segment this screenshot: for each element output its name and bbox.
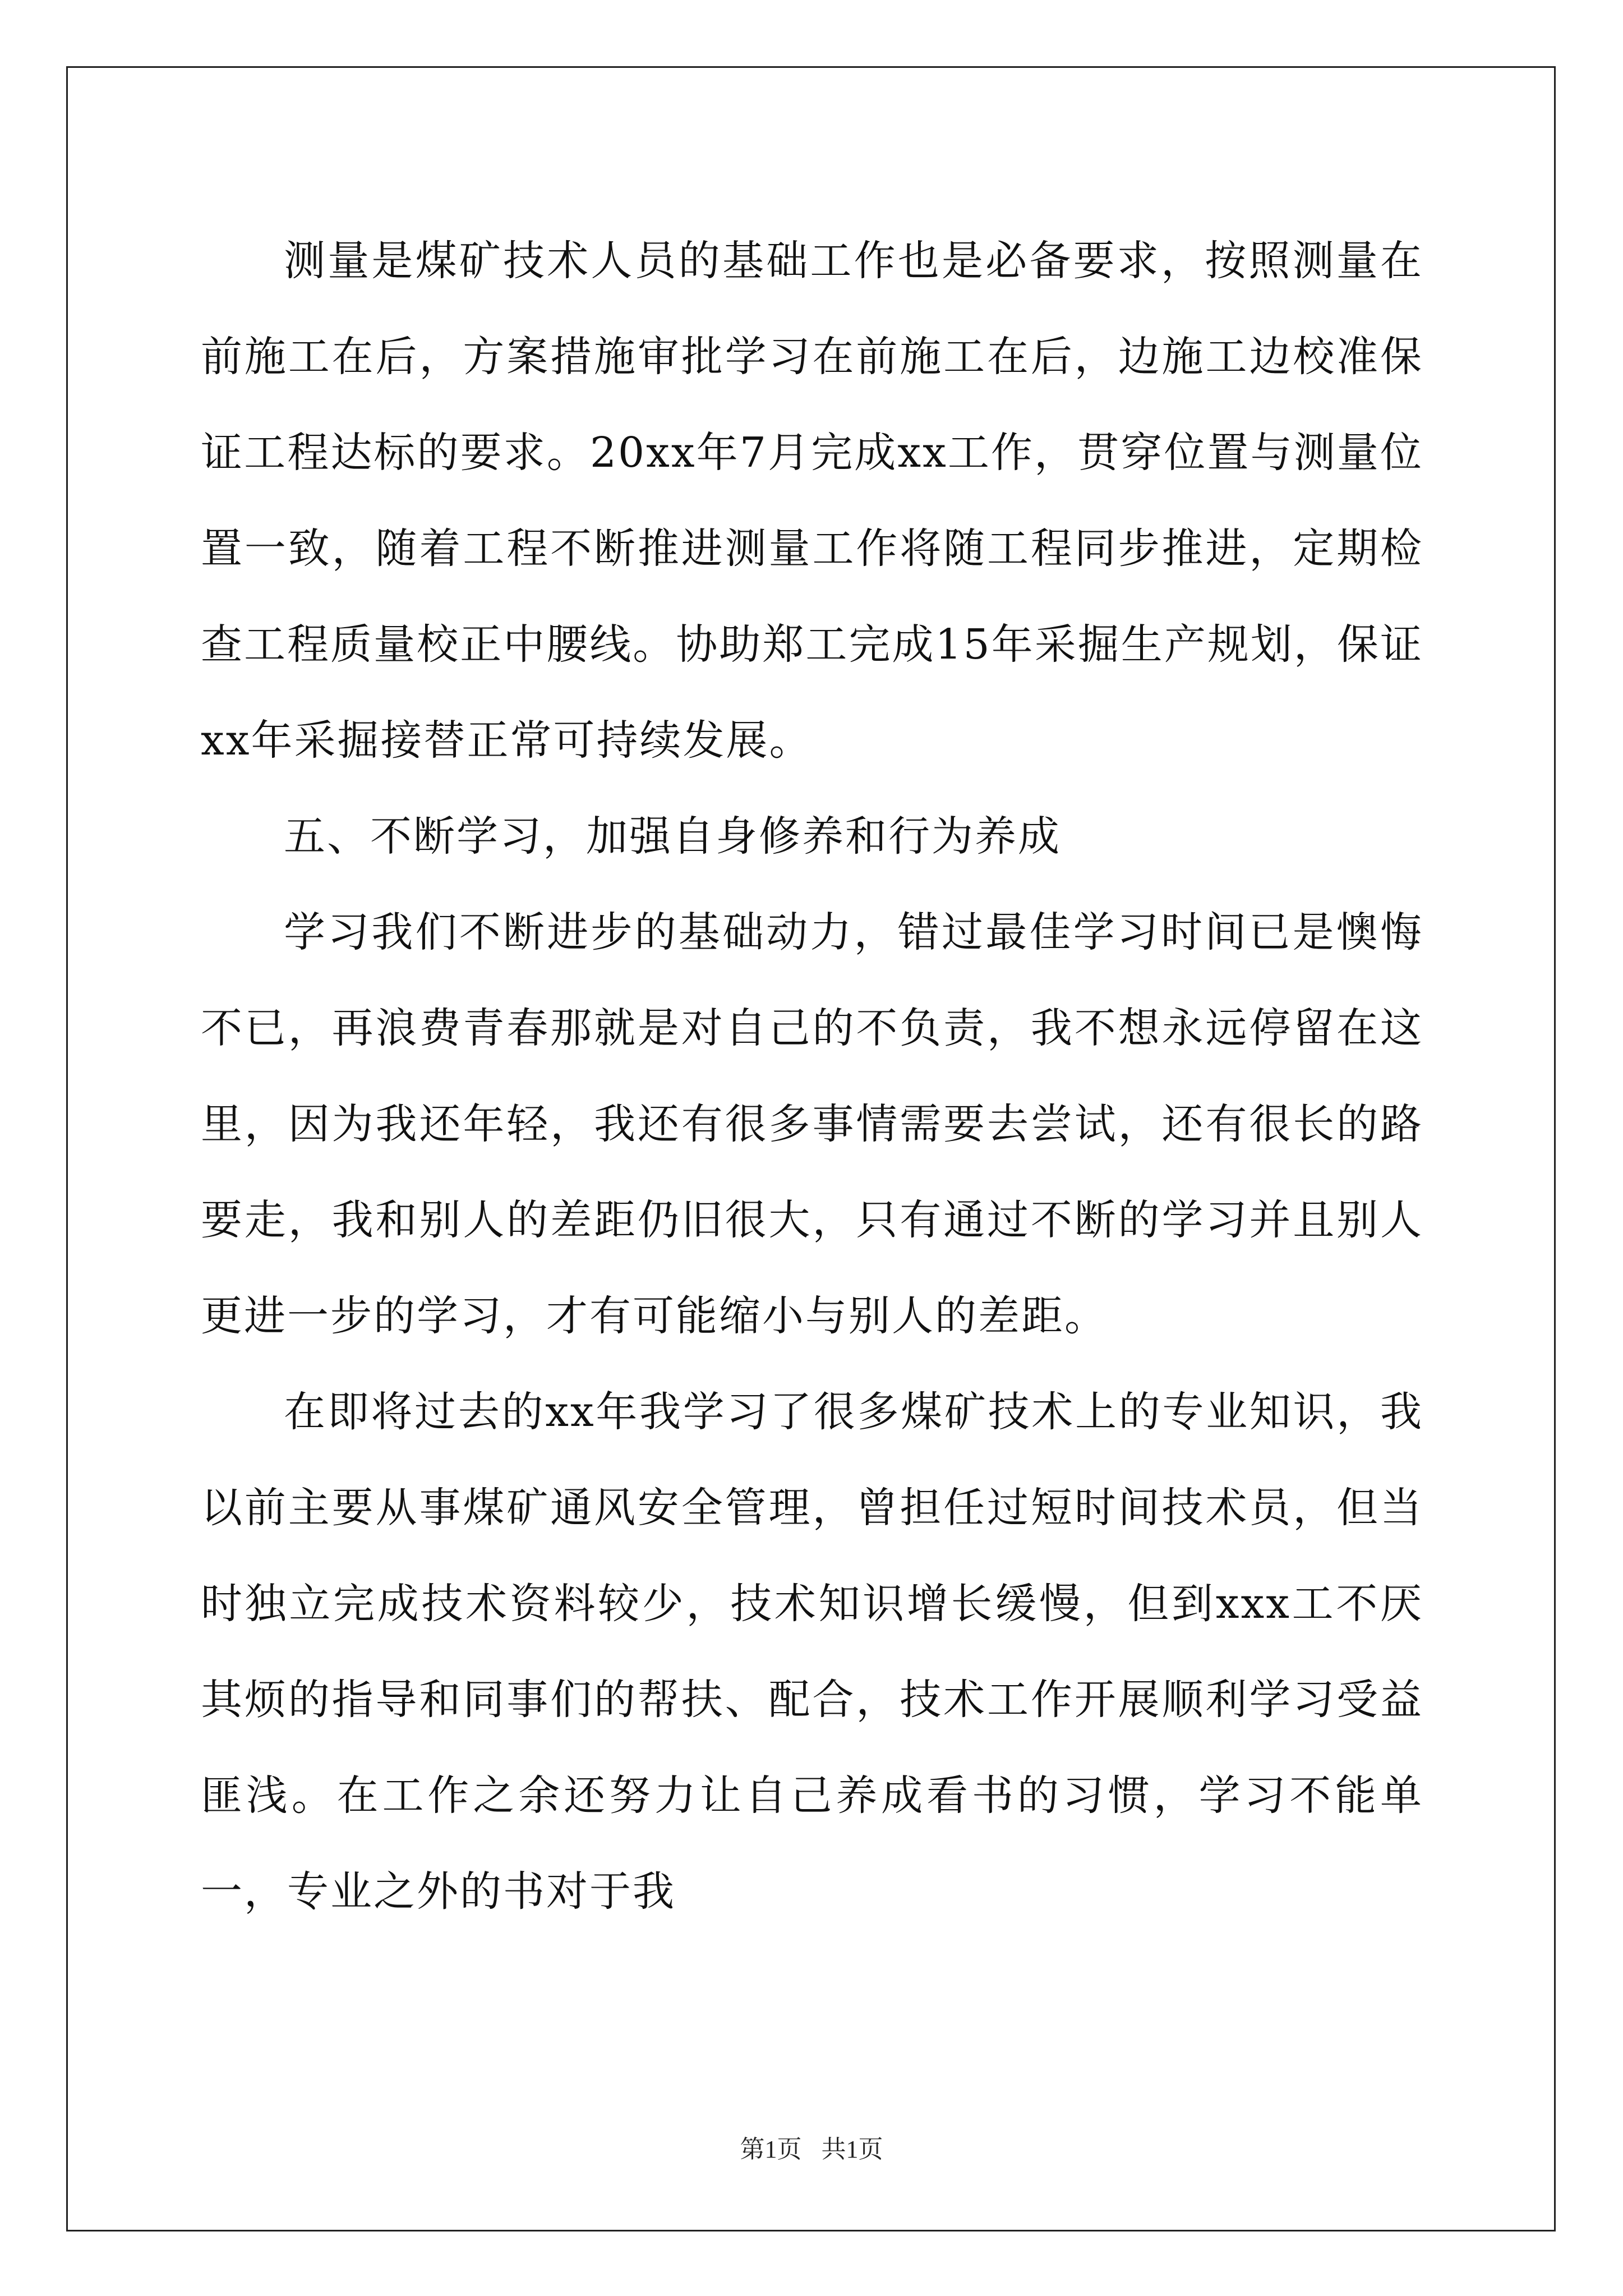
paragraph-measurement: 测量是煤矿技术人员的基础工作也是必备要求，按照测量在前施工在后，方案措施审批学习在前施工在后，边施工边校准保证工程达标的要求。20xx年7月完成xx工作，贯穿位置与测量位置一致，随着工程不断推进测量工作将随工程同步推进，定期检查工程质量校正中腰线。协助郑工完成15年采掘生产规划，保证xx年采掘接替正常可持续发展。 — [201, 237, 1423, 765]
page-total: 共1页 — [821, 2136, 883, 2163]
paragraph-learning: 学习我们不断进步的基础动力，错过最佳学习时间已是懊悔不已，再浪费青春那就是对自己的不负责，我不想永远停留在这里，因为我还年轻，我还有很多事情需要去尝试，还有很长的路要走，我和别人的差距仍旧很大，只有通过不断的学习并且别人更进一步的学习，才有可能缩小与别人的差距。 — [201, 908, 1423, 1340]
page-footer — [0, 2129, 1623, 2165]
section-heading-five: 五、不断学习，加强自身修养和行为养成 — [284, 812, 1061, 861]
paragraph-past-year: 在即将过去的xx年我学习了很多煤矿技术上的专业知识，我以前主要从事煤矿通风安全管理，曾担任过短时间技术员，但当时独立完成技术资料较少，技术知识增长缓慢，但到xxx工不厌其烦的指导和同事们的帮扶、配合，技术工作开展顺利学习受益匪浅。在工作之余还努力让自己养成看书的习惯，学习不能单一，专业之外的书对于我 — [201, 1388, 1423, 1916]
document-body — [201, 213, 1423, 1940]
page-number: 第1页 — [740, 2136, 802, 2163]
